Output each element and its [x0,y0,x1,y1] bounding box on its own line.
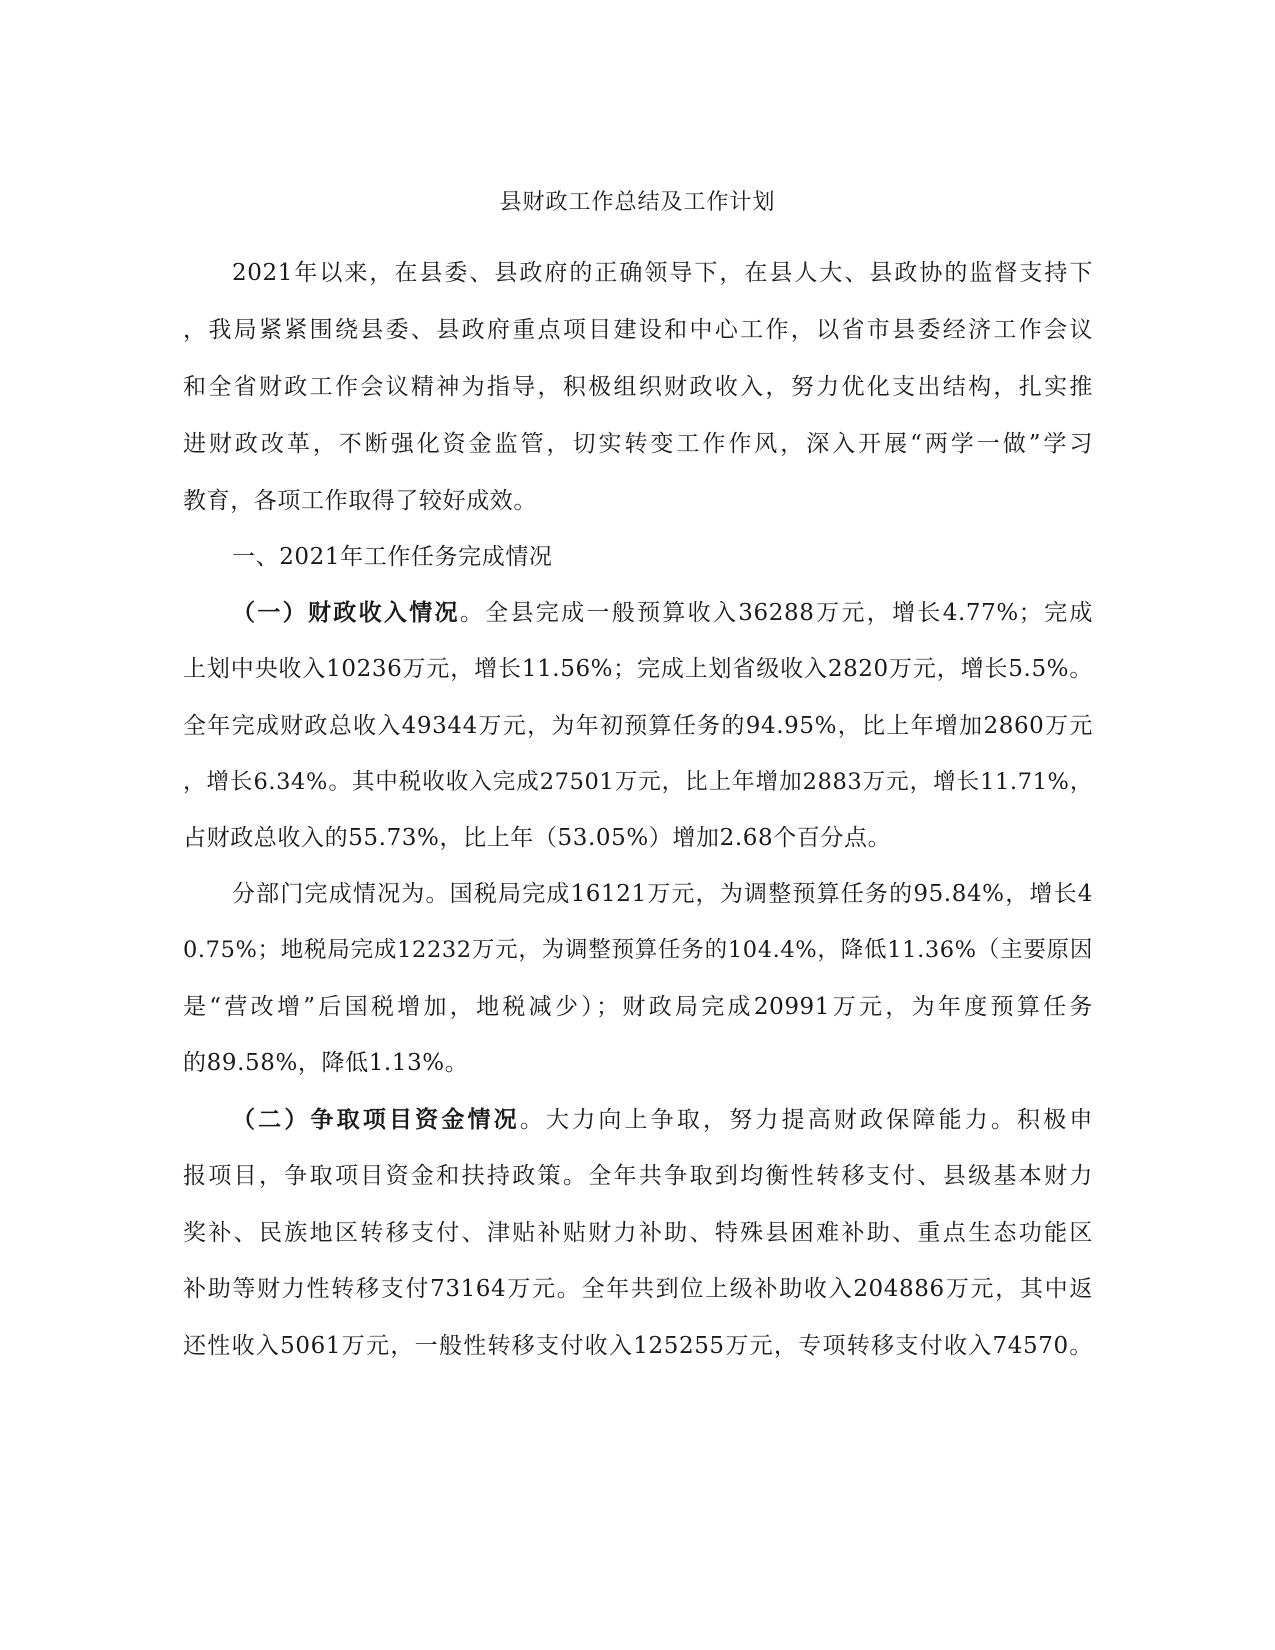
paragraph-line [232,597,1093,629]
paragraph-line: 是“营改增”后国税增加，地税减少）；财政局完成20991万元，为年度预算任务 [183,994,1093,1020]
paragraph-line: 分部门完成情况为。国税局完成16121万元，为调整预算任务的95.84%，增长4 [232,881,1093,907]
paragraph-line: 2021年以来，在县委、县政府的正确领导下，在县人大、县政协的监督支持下 [232,260,1093,286]
paragraph-text: 。全县完成一般预算收入36288万元，增长4.77%；完成 [459,600,1093,626]
paragraph-line [232,1104,1093,1136]
paragraph-line: 0.75%；地税局完成12232万元，为调整预算任务的104.4%，降低11.36%（主要原因 [183,937,1093,963]
paragraph-line: ，增长6.34%。其中税收收入完成27501万元，比上年增加2883万元，增长11.71%， [183,769,1093,795]
subsection-heading: （二）争取项目资金情况 [232,1107,520,1133]
paragraph-line: 奖补、民族地区转移支付、津贴补贴财力补助、特殊县困难补助、重点生态功能区 [183,1220,1093,1246]
paragraph-line: 报项目，争取项目资金和扶持政策。全年共争取到均衡性转移支付、县级基本财力 [183,1163,1093,1189]
paragraph-line: 教育，各项工作取得了较好成效。 [183,488,537,514]
paragraph-line: 进财政改革，不断强化资金监管，切实转变工作作风，深入开展“两学一做”学习 [183,431,1093,457]
paragraph-line: 补助等财力性转移支付73164万元。全年共到位上级补助收入204886万元，其中返 [183,1276,1093,1302]
paragraph-line: 上划中央收入10236万元，增长11.56%；完成上划省级收入2820万元，增长5.5%。 [183,656,1093,682]
section-heading: 一、2021年工作任务完成情况 [232,544,553,570]
document-title: 县财政工作总结及工作计划 [499,190,776,215]
subsection-heading: （一）财政收入情况 [232,600,460,626]
paragraph-line: 全年完成财政总收入49344万元，为年初预算任务的94.95%，比上年增加2860万元 [183,713,1093,739]
paragraph-line: 的89.58%，降低1.13%。 [183,1050,469,1076]
paragraph-line: ，我局紧紧围绕县委、县政府重点项目建设和中心工作，以省市县委经济工作会议 [183,317,1093,343]
paragraph-text: 。大力向上争取，努力提高财政保障能力。积极申 [519,1107,1093,1133]
paragraph-line: 占财政总收入的55.73%，比上年（53.05%）增加2.68个百分点。 [183,825,892,851]
paragraph-line: 和全省财政工作会议精神为指导，积极组织财政收入，努力优化支出结构，扎实推 [183,374,1093,400]
paragraph-line: 还性收入5061万元，一般性转移支付收入125255万元，专项转移支付收入74570。 [183,1333,1093,1359]
